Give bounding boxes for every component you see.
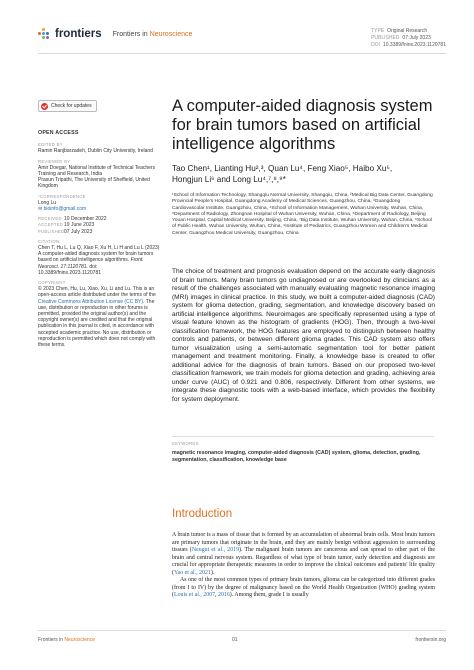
sidebar-published-date: 07 July 2023: [64, 228, 93, 235]
reviewer-2: Prasun Tripathi, The University of Sheffield, United Kingdom: [38, 177, 150, 190]
dates-block: [38, 216, 160, 235]
p1-text-b: ). The malignant brain tumors are cancerous and can spread to other part of the brain and central nervous system. Regardless of what type of brain tumor, early detection and diagnosis are crucial for appropriate therapeutic measures in order to improve the clinical outcomes and patients' life quality (: [172, 547, 435, 576]
cc-license-link[interactable]: Creative Commons Attribution License (CC BY): [38, 298, 144, 305]
p2-text-b: ). Among them, grade I is usually: [229, 592, 309, 599]
page-number: 01: [232, 637, 238, 643]
journal-name[interactable]: [113, 31, 193, 38]
introduction-body: [172, 532, 435, 600]
reference-link[interactable]: Louis et al., 2007: [173, 592, 216, 599]
affiliations: ¹School of Information Technology, Shangqiu Normal University, Shangqiu, China, ²Medical Big Data Center, Guangdong Provincial People's Hospital, Guangdong Academy of Medical Sciences, Guangzhou, China, ³Guangdong Cardiovascular Institute, Guangzhou, China, ⁴School of Information Management, Wuhan University, Wuhan, China, ⁵Department of Radiology, Zhongnan Hospital of Wuhan University, Wuhan, China, ⁶Department of Radiology, Beijing Youan Hospital, Capital Medical University, Beijing, China, ⁷Big Data Institute, Wuhan University, Wuhan, China, ⁸School of Public Health, Wuhan University, Wuhan, China, ⁹Institute of Pediatrics, Guangzhou Women and Children's Medical Center, Guangzhou Medical University, Guangzhou, China: [172, 193, 433, 236]
footer-journal[interactable]: [38, 637, 95, 643]
paragraph-1: [172, 532, 435, 577]
open-access-label: OPEN ACCESS: [38, 130, 79, 136]
citation-body: Chen T, Hu L, Lu Q, Xiao F, Xu H, Li H and Lu L (2023) A computer-aided diagnosis system for brain tumors based on artificial intelligence algorithms.: [38, 245, 160, 264]
check-for-updates-button[interactable]: [38, 100, 97, 112]
footer-journal-prefix: Frontiers in: [38, 637, 65, 643]
correspondence-name: Long Lu: [38, 199, 57, 206]
sidebar-published-label: PUBLISHED: [38, 228, 65, 234]
journal-highlight: Neuroscience: [149, 30, 193, 38]
frontiers-logo-icon: [38, 28, 50, 40]
keywords-divider: [172, 436, 434, 437]
article-title: A computer-aided diagnosis system for brain tumors based on artificial intelligence algorithms: [172, 97, 433, 153]
edited-by-label: EDITED BY: [38, 142, 63, 148]
keywords: magnetic resonance imaging, computer-aided diagnosis (CAD) system, glioma, detection, grading, segmentation, classification, knowledge base: [172, 450, 421, 463]
accepted-date: 19 June 2023: [64, 222, 95, 229]
footer-site-link[interactable]: frontiersin.org: [415, 637, 446, 643]
header-divider: [38, 53, 446, 54]
journal-header: [38, 28, 192, 40]
logo-dot: [38, 32, 41, 35]
copyright-label: COPYRIGHT: [38, 280, 66, 286]
logo-dot: [42, 32, 45, 35]
published-value: 07 July 2023: [402, 35, 431, 41]
received-date: 10 December 2022: [64, 216, 107, 223]
article-meta: [371, 28, 446, 49]
logo-dot: [42, 36, 45, 39]
p1-text-a: A brain tumor is a mass of tissue that is formed by an accumulation of abnormal brain cells. Most brain tumors are primary tumors that originate in the brain, and they are mainly benign without aggression to surrounding tissues (: [172, 532, 435, 554]
accepted-label: ACCEPTED: [38, 222, 64, 228]
reference-link[interactable]: Neugut et al., 2019: [191, 547, 240, 554]
p2-text-a: As one of the most common types of primary brain tumors, glioma can be categorized into different grades (from I to IV) by the degree of malignancy based on the World Health Organization (WHO) grading system (: [172, 577, 435, 599]
brand-name[interactable]: frontiers: [55, 28, 102, 40]
reference-link[interactable]: 2016: [218, 592, 230, 599]
citation-text: [38, 245, 160, 276]
reviewer-1: Amir Doegar, National Institute of Technical Teachers Training and Research, India: [38, 164, 156, 178]
logo-dot: [46, 32, 49, 35]
citation-doi[interactable]: doi: 10.3389/fnins.2023.1120781: [38, 263, 102, 276]
article-sidebar: [38, 100, 160, 348]
type-label: TYPE: [371, 28, 385, 34]
check-badge-icon: [41, 103, 48, 110]
type-value: Original Research: [387, 28, 428, 34]
copyright-part-b: . The use, distribution or reproduction in other forums is permitted, provided the original author(s) and the copyright owner(s) are credited and that the original publication in this journal is cited, in accordance with accepted academic practice. No use, distribution or reproduction is permitted which does not comply with these terms.: [38, 298, 156, 349]
copyright-text: [38, 286, 160, 348]
published-label: PUBLISHED: [371, 35, 400, 41]
reviewed-by-label: REVIEWED BY: [38, 158, 71, 164]
check-updates-label: Check for updates: [51, 102, 92, 109]
doi-label: DOI: [371, 42, 380, 48]
p1-text-c: ).: [210, 569, 215, 576]
authors-line-2: Hongjun Li⁶ and Long Lu⁴,⁷,⁸,⁹*: [172, 175, 286, 184]
p2-sep: ,: [215, 592, 218, 599]
footer-journal-name: Neuroscience: [64, 637, 95, 643]
citation-label: CITATION: [38, 238, 60, 244]
keywords-label: KEYWORDS: [172, 441, 199, 446]
introduction-heading: Introduction: [172, 508, 233, 520]
logo-dot: [46, 36, 49, 39]
correspondence-label: *CORRESPONDENCE: [38, 193, 86, 199]
journal-prefix: Frontiers in: [112, 30, 150, 38]
logo-dot: [42, 28, 45, 31]
copyright-part-a: © 2023 Chen, Hu, Lu, Xiao, Xu, Li and Lu. This is an open-access article distributed under the terms of the: [38, 286, 156, 299]
correspondence-email[interactable]: ✉ bioinfo@gmail.com: [38, 206, 87, 213]
doi-link[interactable]: 10.3389/fnins.2023.1120781: [382, 42, 446, 48]
abstract: The choice of treatment and prognosis evaluation depend on the accurate early diagnosis of brain tumors. Many brain tumors go undiagnosed or are overlooked by clinicians as a result of the challenges associated with manually evaluating magnetic resonance imaging (MRI) images in clinical practice. In this study, we built a computer-aided diagnosis (CAD) system for glioma detection, grading, segmentation, and knowledge discovery based on artificial intelligence algorithms. Neuroimages are specifically represented using a type of visual feature known as the histogram of gradients (HOG). Then, through a two-level classification framework, the HOG features are employed to distinguish between healthy controls and patients, or between different glioma grades. This CAD system also offers tumor visualization using a semi-automatic segmentation tool for better patient management and treatment monitoring. Finally, a knowledge base is created to offer additional advice for the diagnosis of brain tumors. Based on our proposed two-level classification framework, we train models for glioma detection and grading, achieving area under curve (AUC) of 0.921 and 0.806, respectively. Different from other systems, we integrate these diagnostic tools with a web-based interface, which provides the flexibility for system deployment.: [172, 268, 435, 403]
editor: Ramin Ranjbarzadeh, Dublin City University, Ireland: [38, 148, 153, 155]
reference-link[interactable]: Yao et al., 2021: [173, 569, 211, 576]
citation-journal: Front. Neurosci. 17:1120781.: [38, 257, 144, 270]
author-list: [172, 163, 442, 185]
paragraph-2: [172, 577, 435, 600]
authors-line-1: Tao Chen¹, Lianting Hu²,³, Quan Lu⁴, Feng Xiao⁵, Haibo Xu⁵,: [172, 164, 393, 173]
received-label: RECEIVED: [38, 216, 62, 222]
footer-divider: [38, 630, 446, 631]
